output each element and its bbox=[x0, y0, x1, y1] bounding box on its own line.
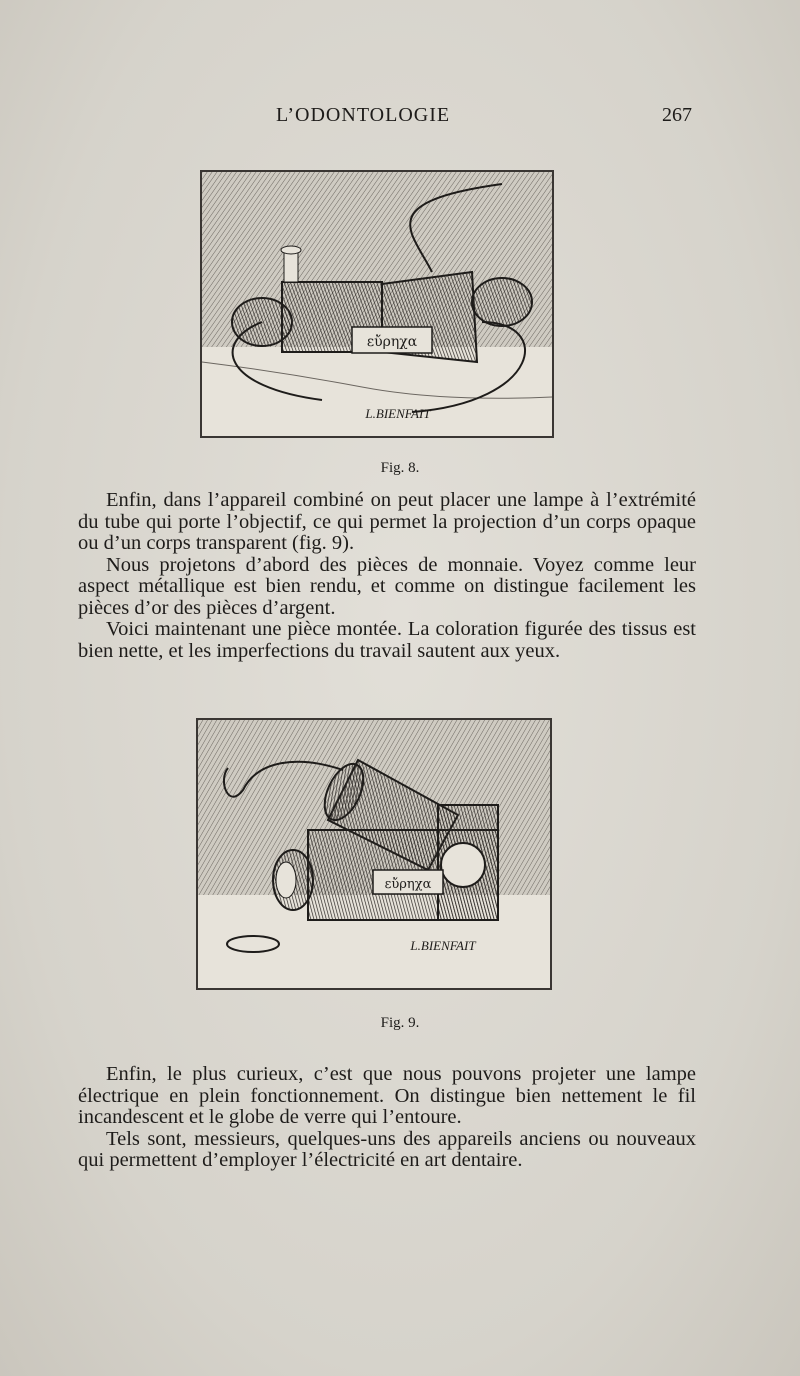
projector-engraving-illustration bbox=[202, 172, 552, 436]
running-title: L’ODONTOLOGIE bbox=[276, 104, 451, 126]
paragraph: Nous projetons d’abord des pièces de monnaie. Voyez comme leur aspect métallique est bien rendu, et comme on distingue facilement les pièces d’or des pièces d’argent. bbox=[78, 553, 696, 619]
page-header bbox=[0, 104, 800, 134]
figure-9-engraving bbox=[196, 718, 552, 990]
text-block-2 bbox=[78, 1064, 696, 1172]
paragraph: Voici maintenant une pièce montée. La coloration figurée des tissus est bien nette, et les imperfections du travail sautent aux yeux. bbox=[78, 618, 696, 662]
figure-8-engraving bbox=[200, 170, 554, 438]
paragraph: Tels sont, messieurs, quelques-uns des appareils anciens ou nouveaux qui permettent d’employer l’électricité en art dentaire. bbox=[78, 1127, 696, 1171]
paragraph: Enfin, le plus curieux, c’est que nous pouvons projeter une lampe électrique en plein fonctionnement. On distingue bien nettement le fil incandescent et le globe de verre qui l’entoure. bbox=[78, 1063, 696, 1128]
figure-8-caption: Fig. 8. bbox=[380, 460, 420, 476]
engraver-signature: L.BIENFAIT bbox=[365, 406, 431, 421]
combined-apparatus-illustration bbox=[198, 720, 550, 988]
device-label: εὔρηχα bbox=[366, 334, 418, 350]
page-number: 267 bbox=[662, 104, 692, 126]
text-block-1 bbox=[78, 490, 696, 662]
engraver-signature: L.BIENFAIT bbox=[410, 938, 476, 953]
figure-9-caption: Fig. 9. bbox=[380, 1015, 420, 1031]
paragraph: Enfin, dans l’appareil combiné on peut placer une lampe à l’extrémité du tube qui porte l’objectif, ce qui permet la projection d’un corps opaque ou d’un corps transparent (fig. 9). bbox=[78, 489, 696, 554]
device-label: εὔρηχα bbox=[384, 877, 432, 892]
